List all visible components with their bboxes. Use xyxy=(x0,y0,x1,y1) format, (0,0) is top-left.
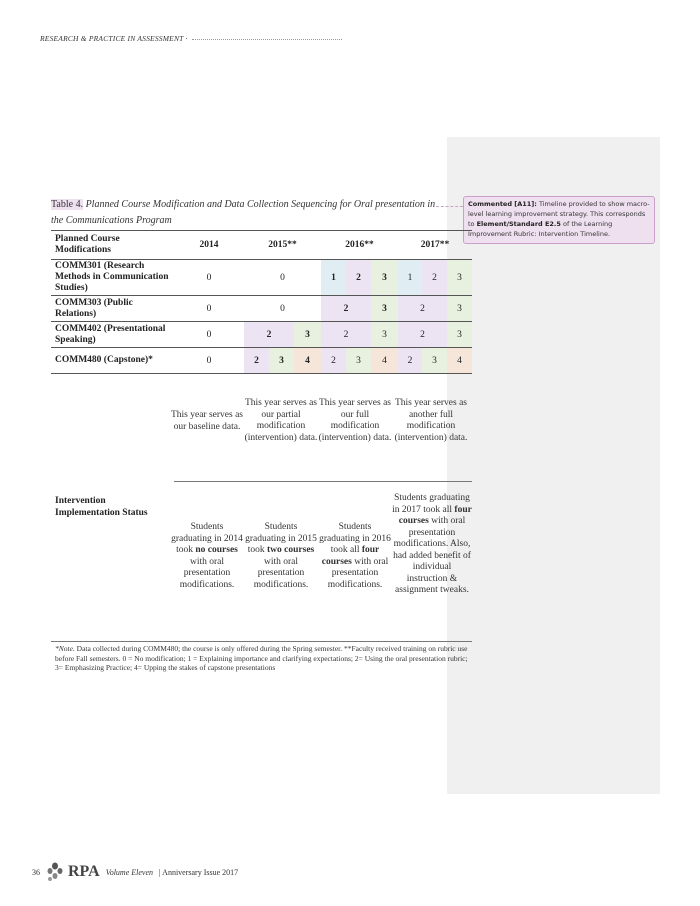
dotted-rule xyxy=(192,38,342,40)
header-2014: 2014 xyxy=(174,231,244,260)
comment-author: Commented [A11]: xyxy=(468,200,537,208)
note-rule xyxy=(51,641,472,642)
status-2017 xyxy=(392,493,472,597)
description-2014: This year serves as our baseline data. xyxy=(170,410,243,432)
row-label: COMM303 (Public Relations) xyxy=(51,296,174,322)
cell-2014: 0 xyxy=(174,260,244,296)
status-2014-post: with oral presentation modifications. xyxy=(179,556,235,590)
description-2015: This year serves as our partial modification (intervention) data. xyxy=(244,398,318,443)
status-2016-pre: Students graduating in 2016 took all xyxy=(319,522,391,555)
cell-2016-b: 3 xyxy=(371,296,398,322)
header-2017: 2017** xyxy=(398,231,472,260)
cell-2016-b: 2 xyxy=(346,260,371,296)
cell-2017-a: 2 xyxy=(398,322,447,348)
cell-2015-a: 2 xyxy=(244,348,269,374)
note-text: Data collected during COMM480; the course is only offered during the Spring semester. **Faculty received training on rubric use before Fall semesters. 0 = No modification; 1 = Explaining importance and clarifying expectations; 2= Using the oral presentation rubric; 3= Emphasizing Practice; 4= Upping the stakes of capstone presentations xyxy=(55,644,468,672)
cell-2014: 0 xyxy=(174,296,244,322)
status-2014-pre: Students graduating in 2014 took xyxy=(171,522,243,555)
cell-2014: 0 xyxy=(174,348,244,374)
header-2015: 2015** xyxy=(244,231,321,260)
cell-2015-c: 4 xyxy=(294,348,321,374)
status-2017-post: with oral presentation modifications. Also, had added benefit of individual instruction & assignment tweaks. xyxy=(393,516,471,595)
row-label: COMM301 (Research Methods in Communication Studies) xyxy=(51,260,174,296)
status-2015-bold: two courses xyxy=(267,545,315,555)
cell-2015-b: 3 xyxy=(269,348,294,374)
leaf-icon xyxy=(46,862,64,882)
comment-element: Element/Standard E2.5 xyxy=(476,220,561,228)
cell-2016-a: 2 xyxy=(321,322,371,348)
cell-2017-a: 1 xyxy=(398,260,422,296)
cell-2017-b: 3 xyxy=(447,322,472,348)
cell-2017-b: 2 xyxy=(422,260,447,296)
cell-2015-b: 3 xyxy=(294,322,321,348)
table-note xyxy=(55,644,473,673)
logo-text: RPA xyxy=(68,863,100,880)
issue: | Anniversary Issue 2017 xyxy=(159,867,239,877)
comment-text-2: of the Learning Improvement Rubric: Intervention Timeline. xyxy=(468,220,613,238)
running-title: RESEARCH & PRACTICE IN ASSESSMENT xyxy=(40,34,184,43)
running-header: RESEARCH & PRACTICE IN ASSESSMENT · xyxy=(40,34,342,43)
cell-2015-a: 2 xyxy=(244,322,294,348)
cell-2016-a: 1 xyxy=(321,260,346,296)
status-2016-bold: four courses xyxy=(321,545,380,567)
status-label: Intervention Implementation Status xyxy=(55,496,148,518)
comment-balloon[interactable] xyxy=(463,196,655,244)
table-row xyxy=(51,296,472,322)
cell-2016-b: 3 xyxy=(346,348,371,374)
cell-2016-a: 2 xyxy=(321,348,346,374)
table-row xyxy=(51,348,472,374)
description-2017: This year serves as another full modification (intervention) data. xyxy=(394,398,468,443)
cell-2017-b: 3 xyxy=(447,296,472,322)
row-label: COMM402 (Presentational Speaking) xyxy=(51,322,174,348)
page-footer xyxy=(32,862,238,882)
section-rule xyxy=(174,481,472,482)
status-2015 xyxy=(244,522,318,591)
header-label: Planned Course Modifications xyxy=(51,231,174,260)
cell-2016-c: 3 xyxy=(371,260,398,296)
rpa-logo xyxy=(46,862,100,882)
status-2017-bold: four courses xyxy=(398,504,472,526)
note-label: *Note. xyxy=(55,644,75,653)
status-2014-bold: no courses xyxy=(195,545,238,555)
status-2015-pre: Students graduating in 2015 took xyxy=(245,522,317,555)
header-2016: 2016** xyxy=(321,231,398,260)
cell-2015: 0 xyxy=(244,296,321,322)
table-row xyxy=(51,322,472,348)
cell-2016-a: 2 xyxy=(321,296,371,322)
status-2015-post: with oral presentation modifications. xyxy=(253,556,309,590)
table-row xyxy=(51,260,472,296)
row-label: COMM480 (Capstone)* xyxy=(51,348,174,374)
table-caption xyxy=(51,197,446,229)
plan-table xyxy=(51,230,472,374)
status-2014 xyxy=(170,522,244,591)
description-2016: This year serves as our full modification (intervention) data. xyxy=(318,398,392,443)
cell-2016-c: 4 xyxy=(371,348,398,374)
status-2016-post: with oral presentation modifications. xyxy=(327,556,389,590)
volume: Volume Eleven xyxy=(105,867,154,877)
cell-2015: 0 xyxy=(244,260,321,296)
table-number: Table 4. xyxy=(51,199,84,210)
cell-2017-a: 2 xyxy=(398,348,422,374)
comment-text-1: Timeline provided to show macro-level learning improvement strategy. This corresponds to xyxy=(468,200,650,228)
table-title: Planned Course Modification and Data Collection Sequencing for Oral presentation in the Communications Program xyxy=(51,199,436,226)
status-2016 xyxy=(318,522,392,591)
cell-2017-b: 3 xyxy=(422,348,447,374)
status-2017-pre: Students graduating in 2017 took all xyxy=(392,493,470,515)
cell-2014: 0 xyxy=(174,322,244,348)
cell-2017-c: 4 xyxy=(447,348,472,374)
cell-2016-b: 3 xyxy=(371,322,398,348)
page-number: 36 xyxy=(32,867,40,877)
cell-2017-c: 3 xyxy=(447,260,472,296)
cell-2017-a: 2 xyxy=(398,296,447,322)
